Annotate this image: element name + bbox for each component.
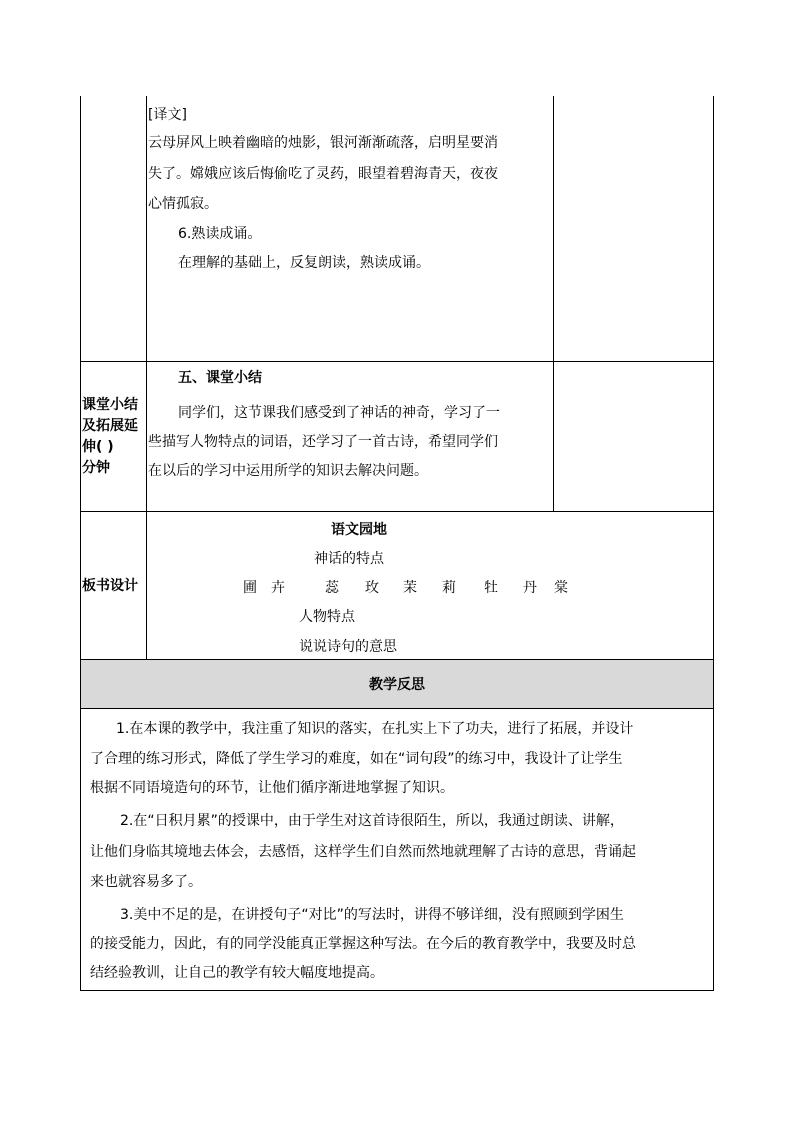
board-line-character-features: 人物特点: [299, 609, 355, 625]
summary-text-line: 同学们，这节课我们感受到了神话的神奇，学习了一: [178, 405, 500, 421]
flower-char: 丹: [523, 580, 537, 596]
summary-label-line: 伸( ): [82, 439, 114, 455]
reflection-p2-line: 2.在“日积月累”的授课中，由于学生对这首诗很陌生，所以，我通过朗读、讲解，: [120, 813, 624, 829]
table-right-border: [713, 96, 714, 991]
flower-char: 玫: [365, 580, 379, 596]
translation-line: 云母屏风上映着幽暗的烛影，银河渐渐疏落，启明星要消: [148, 135, 498, 151]
notes-column-divider: [553, 96, 554, 511]
reflection-p1-line: 根据不同语境造句的环节，让他们循序渐进地掌握了知识。: [90, 780, 454, 796]
reflection-p3-line: 3.美中不足的是，在讲授句子“对比”的写法时，讲得不够详细，没有照顾到学困生: [120, 907, 624, 923]
label-column-divider: [146, 96, 147, 660]
summary-text-line: 在以后的学习中运用所学的知识去解决问题。: [148, 463, 428, 479]
translation-heading: [译文]: [148, 107, 187, 123]
row-divider-4: [80, 708, 714, 709]
reflection-p1-line: 1.在本课的教学中，我注重了知识的落实，在扎实上下了功夫，进行了拓展，并设计: [116, 721, 634, 737]
summary-label-line: 及拓展延: [82, 418, 138, 434]
board-design-label: 板书设计: [82, 578, 138, 594]
row-divider-2: [80, 511, 714, 512]
translation-line: 失了。嫦娥应该后悔偷吃了灵药，眼望着碧海青天，夜夜: [148, 166, 498, 182]
table-bottom-border: [80, 990, 714, 991]
board-line-myth-features: 神话的特点: [314, 551, 384, 567]
row-divider-1: [80, 361, 714, 362]
step6-title: 6.熟读成诵。: [178, 226, 262, 242]
summary-heading: 五、课堂小结: [178, 370, 262, 386]
row-divider-3: [80, 659, 714, 660]
flower-char: 牡: [484, 580, 498, 596]
step6-text: 在理解的基础上，反复朗读，熟读成诵。: [178, 255, 430, 271]
summary-label-line: 分钟: [82, 460, 110, 476]
flower-char: 蕊: [325, 580, 339, 596]
board-title: 语文园地: [331, 522, 387, 538]
reflection-header: 教学反思: [369, 677, 425, 693]
summary-label-line: 课堂小结: [82, 397, 138, 413]
translation-line: 心情孤寂。: [148, 196, 218, 212]
reflection-p1-line: 了合理的练习形式，降低了学生学习的难度，如在“词句段”的练习中，我设计了让学生: [90, 751, 623, 767]
board-line-poem-meaning: 说说诗句的意思: [299, 639, 397, 655]
reflection-p2-line: 来也就容易多了。: [90, 874, 202, 890]
reflection-p3-line: 结经验教训，让自己的教学有较大幅度地提高。: [90, 965, 384, 981]
flower-char: 棠: [554, 580, 568, 596]
reflection-p3-line: 的接受能力，因此，有的同学没能真正掌握这种写法。在今后的教育教学中，我要及时总: [90, 936, 636, 952]
flower-char: 莉: [442, 580, 456, 596]
flower-char: 茉: [403, 580, 417, 596]
table-left-border: [80, 96, 81, 991]
summary-text-line: 些描写人物特点的词语，还学习了一首古诗，希望同学们: [148, 434, 498, 450]
flower-char: 圃: [243, 580, 257, 596]
reflection-p2-line: 让他们身临其境地去体会，去感悟，这样学生们自然而然地就理解了古诗的意思，背诵起: [90, 844, 636, 860]
flower-char: 卉: [271, 580, 285, 596]
